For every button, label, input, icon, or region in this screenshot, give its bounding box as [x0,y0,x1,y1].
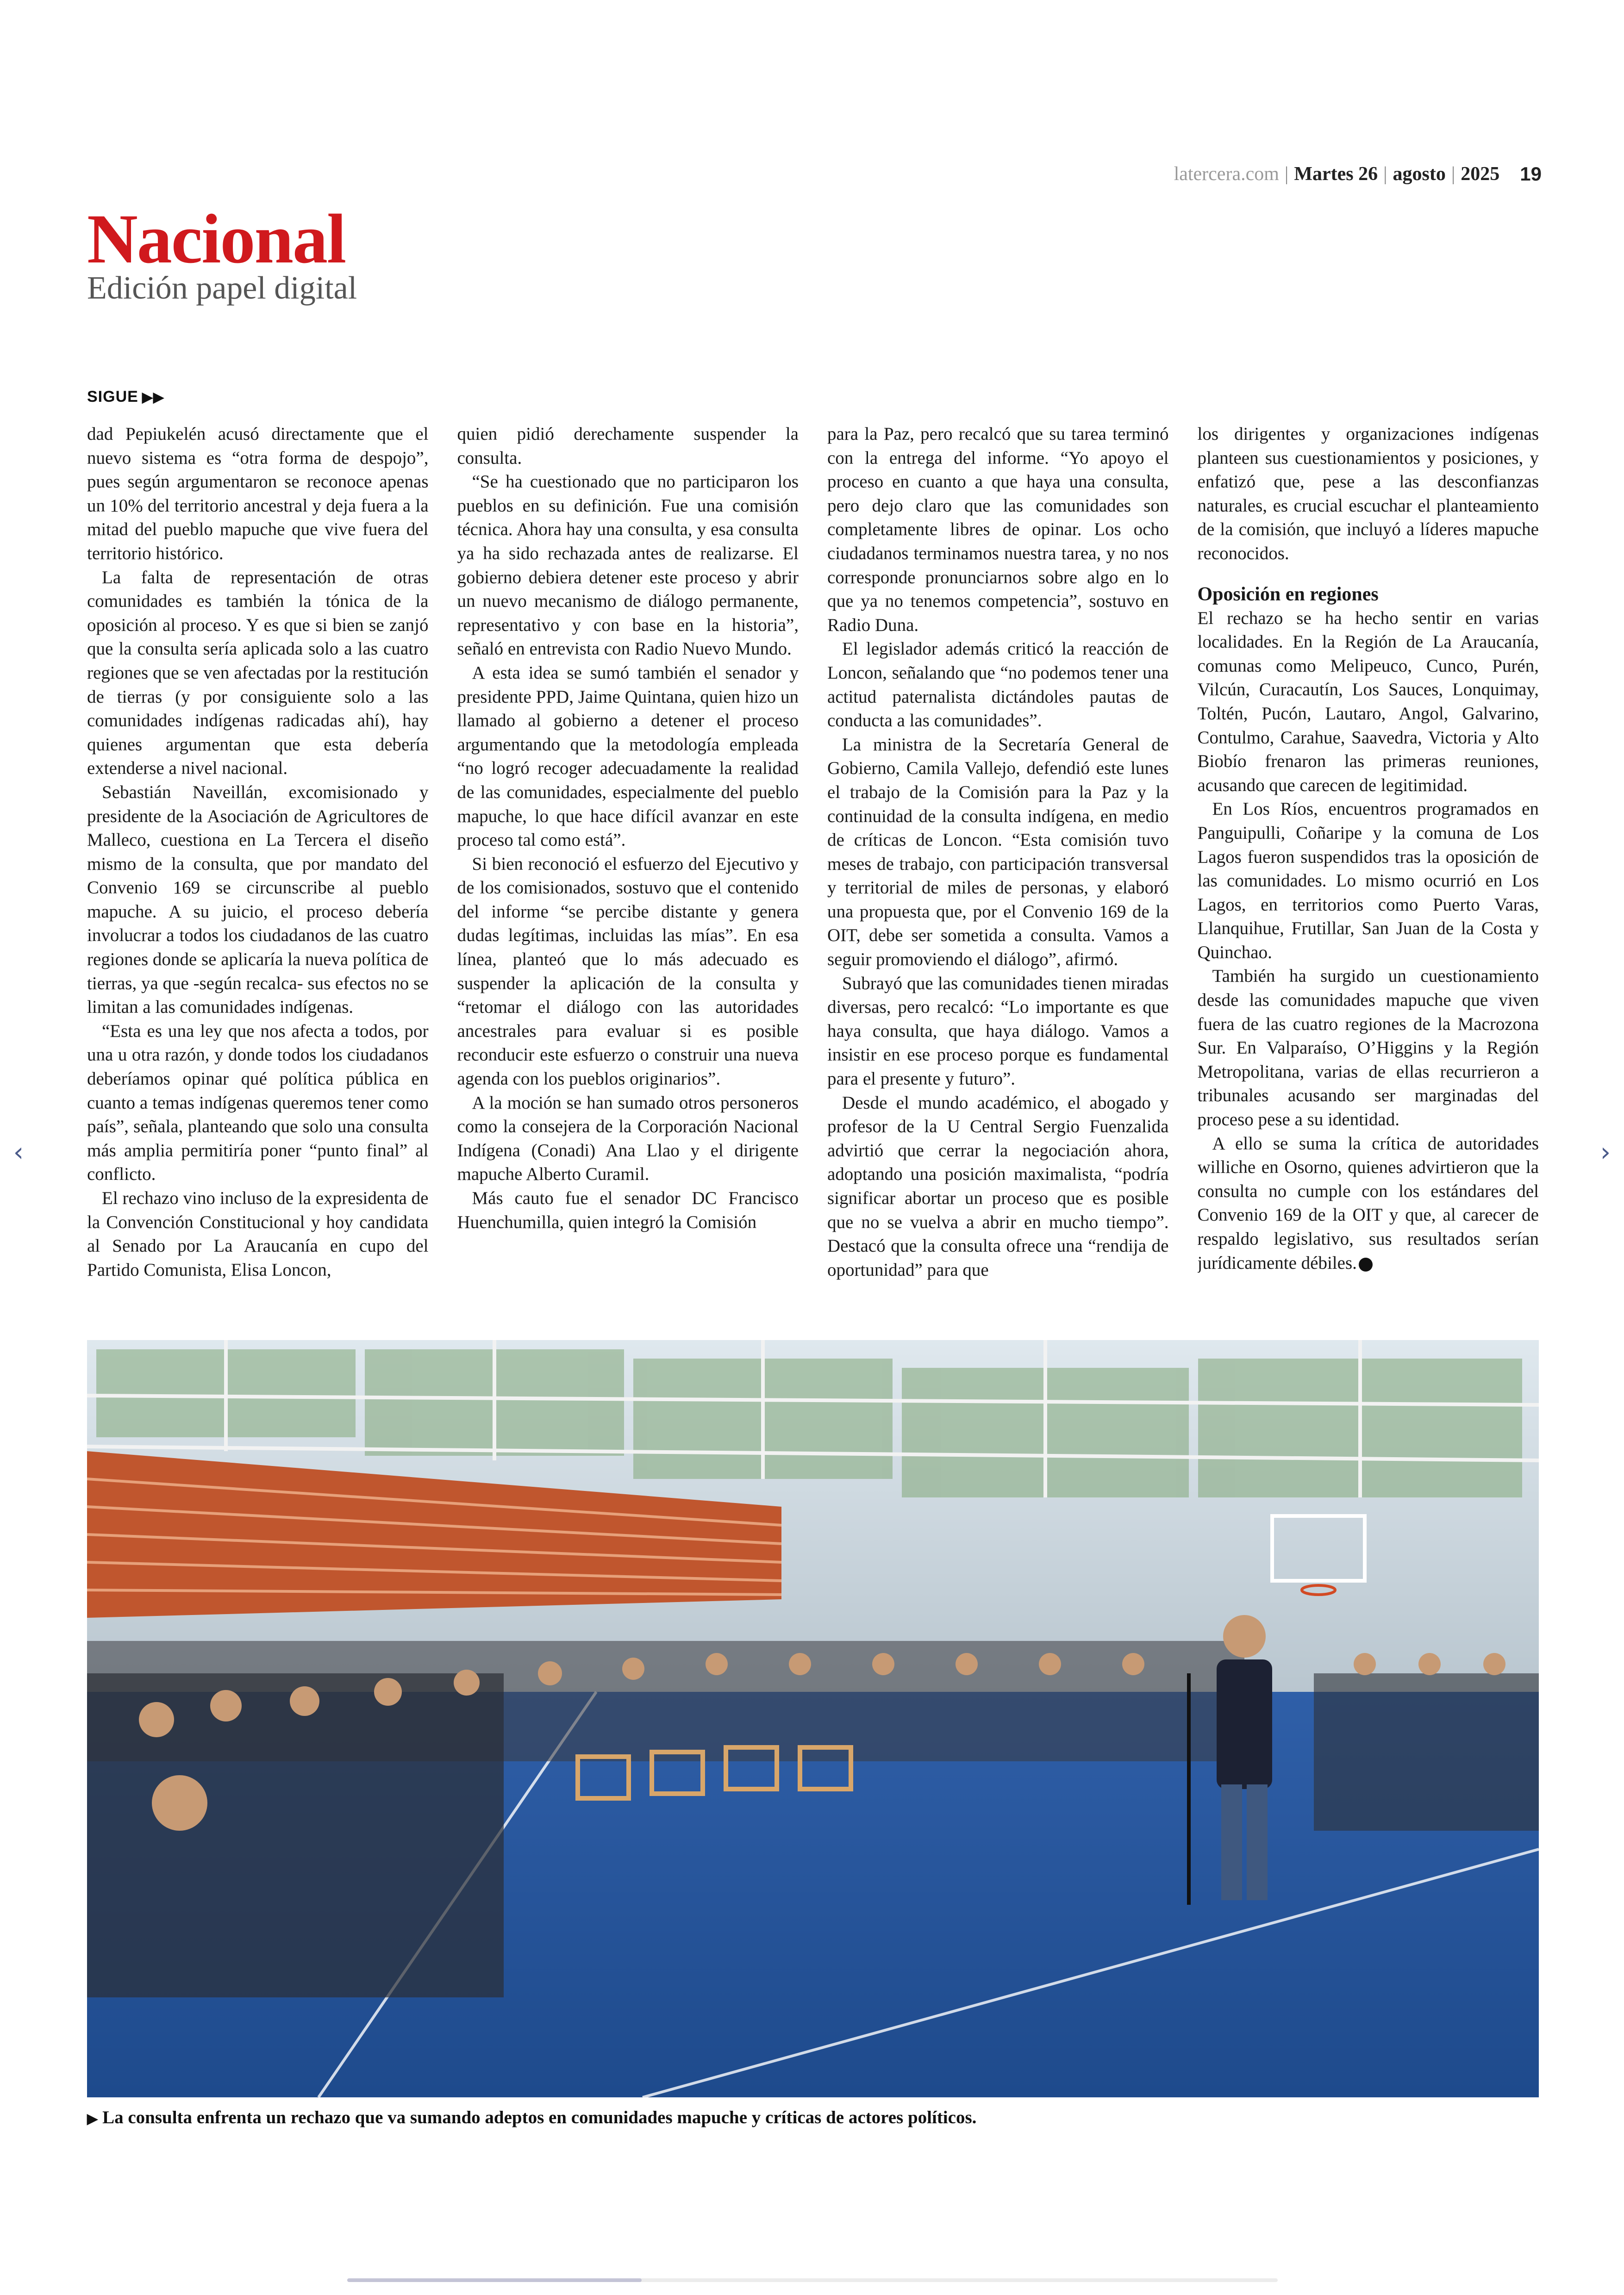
separator: | [1383,163,1387,185]
paragraph: Subrayó que las comunidades tienen miradas diversas, pero recalcó: “Lo importante es que haya consulta, que haya diálogo. Vamos a insistir en ese proceso porque es fundamental para el presente y futuro”. [827,973,1169,1089]
paragraph: Desde el mundo académico, el abogado y profesor de la U Central Sergio Fuenzalida advirtió que cerrar la negociación ahora, adoptando una posición maximalista, “podría significar abortar un proceso que es posible que no se vuelva a abrir en mucho tiempo”. Destacó que la consulta ofrece una “rendija de oportunidad” para que [827,1092,1169,1280]
double-arrow-icon: ▶▶ [142,390,164,405]
paragraph: los dirigentes y organizaciones indígenas planteen sus cuestionamientos y posiciones, y enfatizó que, pese a las desconfianzas naturales, es crucial escuchar el planteamiento de la comisión, que incluyó a líderes mapuche reconocidos. [1197,424,1539,563]
article-photo [87,1340,1539,2097]
paragraph: para la Paz, pero recalcó que su tarea terminó con la entrega del informe. “Yo apoyo el proceso en cuanto a que haya una consulta, pero dejo claro que las comunidades son completamente libres de opinar. Los ocho ciudadanos terminamos nuestra tarea, y no nos corresponde pronunciarnos sobre algo en lo que ya no tenemos competencia”, sostuvo en Radio Duna. [827,424,1169,635]
paragraph: El legislador además criticó la reacción de Loncon, señalando que “no podemos tener una actitud paternalista dictándoles pautas de conducta a las comunidades”. [827,639,1169,731]
paragraph: Sebastián Naveillán, excomisionado y presidente de la Asociación de Agricultores de Malleco, cuestiona en La Tercera el diseño mismo de la consulta, que por mandato del Convenio 169 se circunscribe al pueblo mapuche. A su juicio, el proceso debería involucrar a todos los ciudadanos de las cuatro regiones donde se aplicaría la nueva política de tierras, ya que -según recalca- sus efectos no se limitan a las comunidades indígenas. [87,782,429,1017]
photo-illustration [87,1340,1539,2097]
separator: | [1451,163,1455,185]
paragraph: En Los Ríos, encuentros programados en Panguipulli, Coñaripe y la comuna de Los Lagos fueron suspendidos tras la oposición de las comunidades. Lo mismo ocurrió en Los Lagos, en territorios como Puerto Varas, Llanquihue, Frutillar, San Juan de la Costa y Quinchao. [1197,799,1539,962]
photo-caption [87,2107,976,2128]
date-year: 2025 [1461,163,1500,185]
paragraph: Si bien reconoció el esfuerzo del Ejecutivo y de los comisionados, sostuvo que el contenido del informe “se percibe distante y genera dudas legítimas, incluidas las mías”. En esa línea, planteó que lo más adecuado es suspender la aplicación de la consulta y “retomar el diálogo con las autoridades ancestrales para evaluar si es posible reconducir este esfuerzo o construir una nueva agenda con los pueblos originarios”. [457,854,799,1089]
page-header-meta [1174,163,1542,185]
next-page-icon[interactable]: › [1600,1137,1611,1167]
date-month: agosto [1393,163,1446,185]
article-column-4 [1198,422,1539,1320]
paragraph: La falta de representación de otras comunidades es también la tónica de la oposición al proceso. Y es que si bien se zanjó que la consulta sería aplicada solo a las cuatro regiones que se ven afectadas por la restitución de tierras (y por consiguiente solo a las comunidades indígenas radicadas ahí), hay quienes argumentan que esta debería extenderse a nivel nacional. [87,567,429,779]
paragraph: dad Pepiukelén acusó directamente que el nuevo sistema es “otra forma de despojo”, pues según argumentaron se reconoce apenas un 10% del territorio ancestral y deja fuera a la mitad del pueblo mapuche que vive fuera del territorio histórico. [87,424,429,563]
paragraph: También ha surgido un cuestionamiento desde las comunidades mapuche que viven fuera de las cuatro regiones de la Macrozona Sur. En Valparaíso, O’Higgins y la Región Metropolitana, varias de ellas recurrieron a tribunales acusando ser marginadas del proceso pese a su identidad. [1197,966,1539,1130]
paragraph: A esta idea se sumó también el senador y presidente PPD, Jaime Quintana, quien hizo un llamado al gobierno a detener el proceso argumentando que la metodología empleada “no logró recoger adecuadamente la realidad de las comunidades, especialmente del pueblo mapuche, lo que hace difícil avanzar en este proceso tal como está”. [457,662,799,850]
paragraph: El rechazo vino incluso de la expresidenta de la Convención Constitucional y hoy candidata al Senado por La Araucanía en cupo del Partido Comunista, Elisa Loncon, [87,1188,429,1280]
article-column-1 [87,422,429,1320]
end-of-article-icon [1359,1258,1373,1272]
paragraph: Más cauto fue el senador DC Francisco Huenchumilla, quien integró la Comisión [457,1188,799,1232]
previous-page-icon[interactable]: ‹ [13,1137,24,1167]
site-name: latercera.com [1174,163,1279,185]
continuation-text: SIGUE [87,388,138,405]
article-column-2 [457,422,799,1320]
paragraph-final [1198,1132,1539,1275]
page-number: 19 [1520,163,1542,185]
paragraph-final-text: A ello se suma la crítica de autoridades williche en Osorno, quienes advirtieron que la consulta no cumple con los estándares del Convenio 169 de la OIT y que, al carecer de respaldo legislativo, sus resultados serían jurídicamente débiles. [1197,1133,1539,1273]
paragraph: “Esta es una ley que nos afecta a todos, por una u otra razón, y donde todos los ciudadanos deberíamos opinar qué política pública en cuanto a temas indígenas queremos tener como país”, señala, planteando que solo una consulta más amplia permitiría poner “punto final” al conflicto. [87,1021,429,1185]
section-subtitle: Edición papel digital [87,270,357,306]
paragraph: quien pidió derechamente suspender la consulta. [457,424,799,468]
continuation-label [87,388,164,406]
page-scrollbar-thumb[interactable] [347,2278,642,2282]
caption-text: La consulta enfrenta un rechazo que va sumando adeptos en comunidades mapuche y críticas de actores políticos. [102,2108,977,2127]
caption-triangle-icon: ▶ [87,2111,98,2127]
section-title: Nacional [87,200,346,278]
paragraph: A la moción se han sumado otros personeros como la consejera de la Corporación Nacional Indígena (Conadi) Ana Llao y el dirigente mapuche Alberto Curamil. [457,1092,799,1185]
paragraph: “Se ha cuestionado que no participaron los pueblos en su definición. Fue una comisión técnica. Ahora hay una consulta, y esa consulta ya ha sido rechazada antes de realizarse. El gobierno debiera detener este proceso y abrir un nuevo mecanismo de diálogo permanente, representativo y con base en la historia”, señaló en entrevista con Radio Nuevo Mundo. [457,472,799,659]
article-body [87,422,1539,1320]
paragraph: El rechazo se ha hecho sentir en varias localidades. En la Región de La Araucanía, comunas como Melipeuco, Cunco, Purén, Vilcún, Curacautín, Los Sauces, Lonquimay, Toltén, Pucón, Lautaro, Angol, Galvarino, Contulmo, Carahue, Saavedra, Victoria y Alto Biobío frenaron las primeras reuniones, acusando que carecen de legitimidad. [1197,608,1539,795]
subheading: Oposición en regiones [1197,583,1379,605]
paragraph: La ministra de la Secretaría General de Gobierno, Camila Vallejo, defendió este lunes el trabajo de la Comisión para la Paz y la continuidad de la consulta indígena, en medio de críticas de Loncon. “Esta comisión tuvo meses de trabajo, con participación transversal y territorial de miles de personas, y elaboró una propuesta que, por el Convenio 169 de la OIT, debe ser sometida a consulta. Vamos a seguir promoviendo el diálogo”, afirmó. [827,734,1169,970]
article-column-3 [827,422,1169,1320]
separator: | [1284,163,1289,185]
date-day: Martes 26 [1294,163,1378,185]
